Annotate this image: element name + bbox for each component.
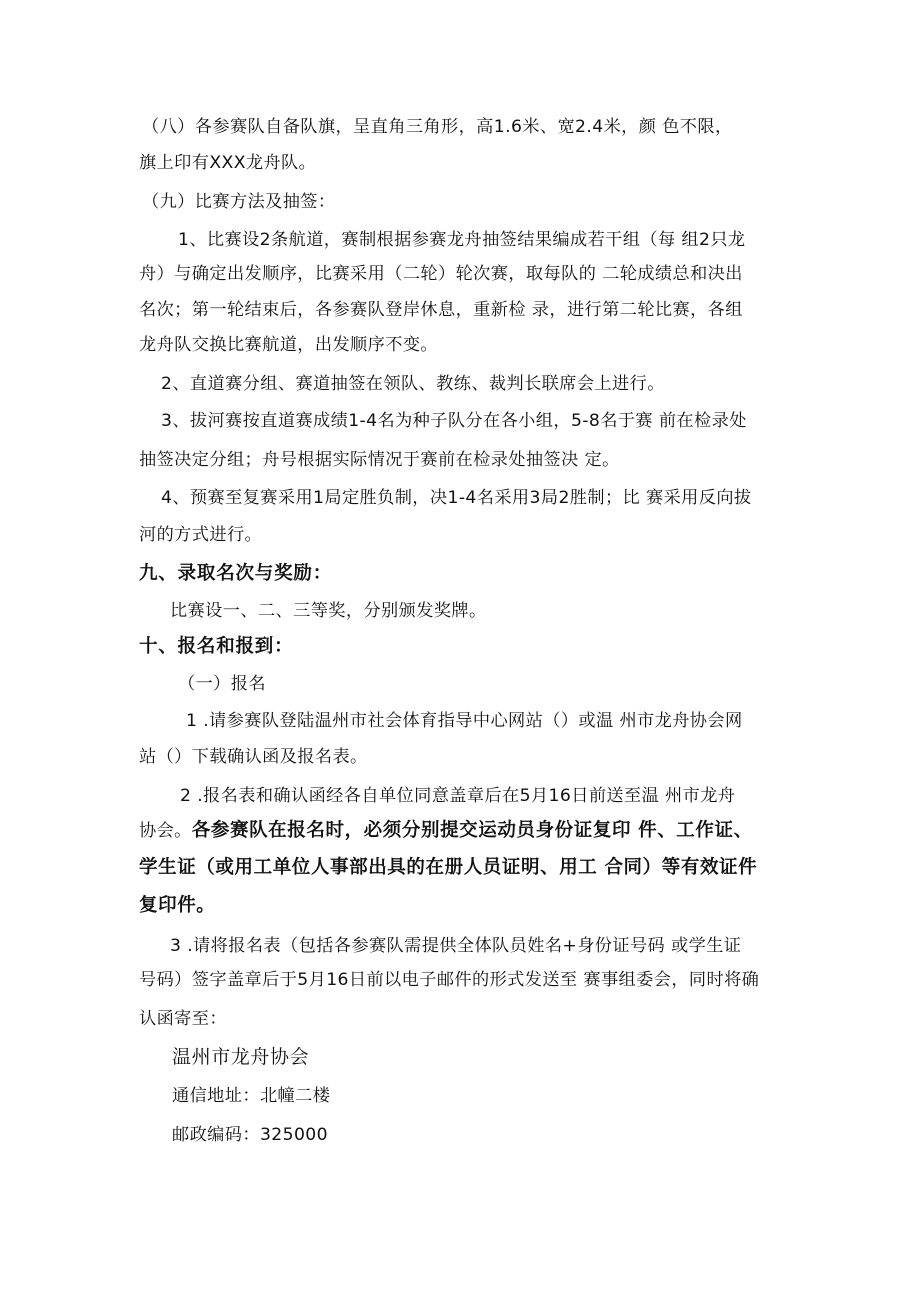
entry-2-line-2-bold: 各参赛队在报名时，必须分别提交运动员身份证复印 件、工作证、: [191, 820, 753, 841]
section-9-text: 比赛设一、二、三等奖，分别颁发奖牌。: [170, 601, 487, 621]
rule-1-line-2: 舟）与确定出发顺序，比赛采用（二轮）轮次赛，取每队的 二轮成绩总和决出: [139, 264, 743, 284]
postal-code: 邮政编码：325000: [172, 1125, 328, 1145]
entry-3-line-1: 3 .请将报名表（包括各参赛队需提供全体队员姓名+身份证号码 或学生证: [170, 936, 742, 956]
section-10-subheading: （一）报名: [178, 674, 266, 694]
rule-1-line-1: 1、比赛设2条航道，赛制根据参赛龙舟抽签结果编成若干组（每 组2只龙: [178, 230, 746, 250]
entry-2-line-2: [139, 820, 753, 842]
section-10-heading: 十、报名和报到：: [139, 636, 294, 657]
entry-1-line-2: 站（）下载确认函及报名表。: [139, 747, 368, 767]
entry-2-line-3: 学生证（或用工单位人事部出具的在册人员证明、用工 合同）等有效证件: [139, 857, 758, 878]
entry-2-line-2-normal: 协会。: [139, 821, 192, 841]
paragraph-9-title: （九）比赛方法及抽签：: [142, 192, 336, 212]
rule-1-line-3: 名次；第一轮结束后，各参赛队登岸休息，重新检 录，进行第二轮比赛，各组: [139, 300, 743, 320]
section-9-heading: 九、录取名次与奖励：: [139, 563, 333, 584]
entry-3-line-3: 认函寄至：: [139, 1009, 227, 1029]
rule-4-line-2: 河的方式进行。: [139, 525, 263, 545]
rule-1-line-4: 龙舟队交换比赛航道，出发顺序不变。: [139, 335, 438, 355]
entry-2-line-4: 复印件。: [139, 895, 216, 916]
entry-1-line-1: 1 .请参赛队登陆温州市社会体育指导中心网站（）或温 州市龙舟协会网: [186, 711, 743, 731]
paragraph-8-line-2: 旗上印有XXX龙舟队。: [139, 153, 317, 173]
rule-4-line-1: 4、预赛至复赛采用1局定胜负制，决1-4名采用3局2胜制；比 赛采用反向拔: [161, 488, 752, 508]
rule-2-line-1: 2、直道赛分组、赛道抽签在领队、教练、裁判长联席会上进行。: [161, 374, 665, 394]
mailing-address: 通信地址：北幢二楼: [172, 1086, 331, 1106]
address-organization: 温州市龙舟协会: [172, 1046, 310, 1068]
rule-3-line-2: 抽签决定分组；舟号根据实际情况于赛前在检录处抽签决 定。: [139, 450, 620, 470]
paragraph-8-line-1: （八）各参赛队自备队旗，呈直角三角形，高1.6米、宽2.4米，颜 色不限，: [142, 117, 733, 137]
rule-3-line-1: 3、拔河赛按直道赛成绩1-4名为种子队分在各小组，5-8名于赛 前在检录处: [161, 411, 747, 431]
entry-2-line-1: 2 .报名表和确认函经各自单位同意盖章后在5月16日前送至温 州市龙舟: [180, 786, 736, 806]
entry-3-line-2: 号码）签字盖章后于5月16日前以电子邮件的形式发送至 赛事组委会，同时将确: [139, 970, 760, 990]
